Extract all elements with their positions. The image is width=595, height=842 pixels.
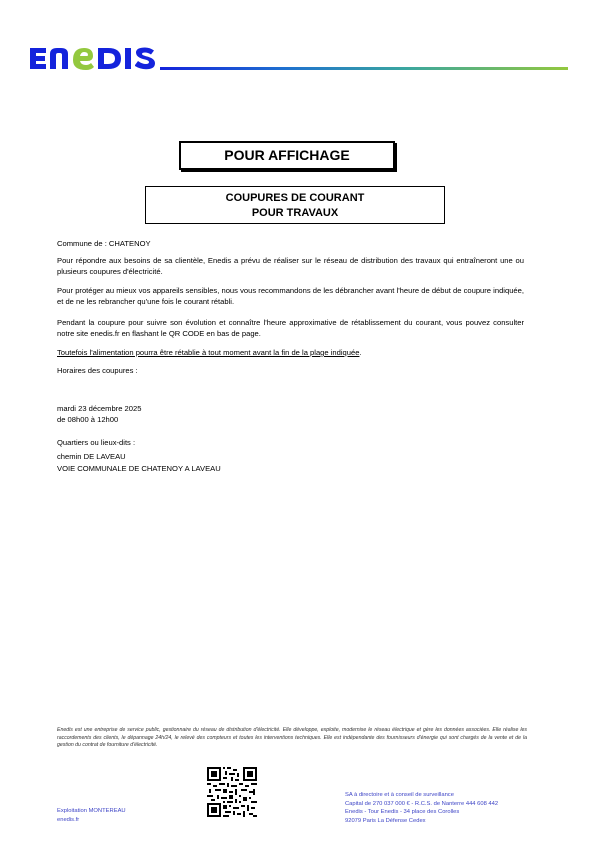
coupures-title-box bbox=[145, 186, 445, 224]
pour-affichage-title: POUR AFFICHAGE bbox=[179, 141, 395, 170]
legal-line: Enedis - Tour Enedis - 34 place des Corolles bbox=[345, 809, 460, 815]
commune: Commune de : CHATENOY bbox=[57, 239, 151, 248]
exploitation-label: Exploitation MONTEREAU bbox=[57, 808, 126, 814]
site-link[interactable]: enedis.fr bbox=[57, 816, 80, 823]
qr-code[interactable] bbox=[207, 767, 257, 817]
retablissement-text: Toutefois l'alimentation pourra être rétablie à tout moment avant la fin de la plage indiquée bbox=[57, 348, 360, 357]
horaires-heading: Horaires des coupures : bbox=[57, 366, 138, 375]
legal-line: Capital de 270 037 000 € - R.C.S. de Nanterre 444 608 442 bbox=[345, 800, 499, 807]
legal-line: SA à directoire et à conseil de surveillance bbox=[345, 792, 454, 798]
lieu-item: VOIE COMMUNALE DE CHATENOY A LAVEAU bbox=[57, 464, 221, 473]
retablissement-period: . bbox=[359, 348, 362, 357]
paragraph-suivi: Pendant la coupure pour suivre son évolution et connaître l'heure approximative de rétablissement du courant, vous pouvez consulter notre site enedis.fr en flashant le QR CODE en bas de page. bbox=[57, 318, 524, 338]
coupures-title-line1: COUPURES DE COURANT bbox=[225, 192, 365, 204]
lieu-item: chemin DE LAVEAU bbox=[57, 452, 126, 461]
paragraph-protection: Pour protéger au mieux vos appareils sensibles, nous vous recommandons de les débrancher avant l'heure de début de coupure indiquée, et de ne les rebrancher qu'une fois le courant rétabli. bbox=[57, 286, 524, 306]
coupure-heure: de 08h00 à 12h00 bbox=[57, 415, 119, 424]
footer-exploitation bbox=[57, 807, 126, 824]
footer-description: Enedis est une entreprise de service public, gestionnaire du réseau de distribution d'électricité. Elle développe, exploite, modernise le réseau électrique et gère les données associées. Elle réalise les raccordements des clients, le dépannage 24h/24, le relevé des compteurs et toutes les interventions techniques. Elle est indépendante des fournisseurs d'énergie qui sont chargés de la vente et de la gestion du contrat de fourniture d'électricité. bbox=[57, 727, 527, 749]
footer-legal bbox=[345, 791, 498, 825]
paragraph-travaux: Pour répondre aux besoins de sa clientèle, Enedis a prévu de réaliser sur le réseau de distribution des travaux qui entraîneront une ou plusieurs coupures d'électricité. bbox=[57, 256, 524, 276]
quartiers-heading: Quartiers ou lieux-dits : bbox=[57, 438, 136, 447]
coupures-title-line2: POUR TRAVAUX bbox=[251, 207, 339, 219]
legal-line: 92079 Paris La Défense Cedex bbox=[345, 817, 426, 824]
header-gradient-line bbox=[160, 67, 568, 70]
coupure-date: mardi 23 décembre 2025 bbox=[57, 404, 142, 413]
paragraph-retablissement bbox=[57, 347, 524, 358]
enedis-logo bbox=[28, 44, 156, 72]
